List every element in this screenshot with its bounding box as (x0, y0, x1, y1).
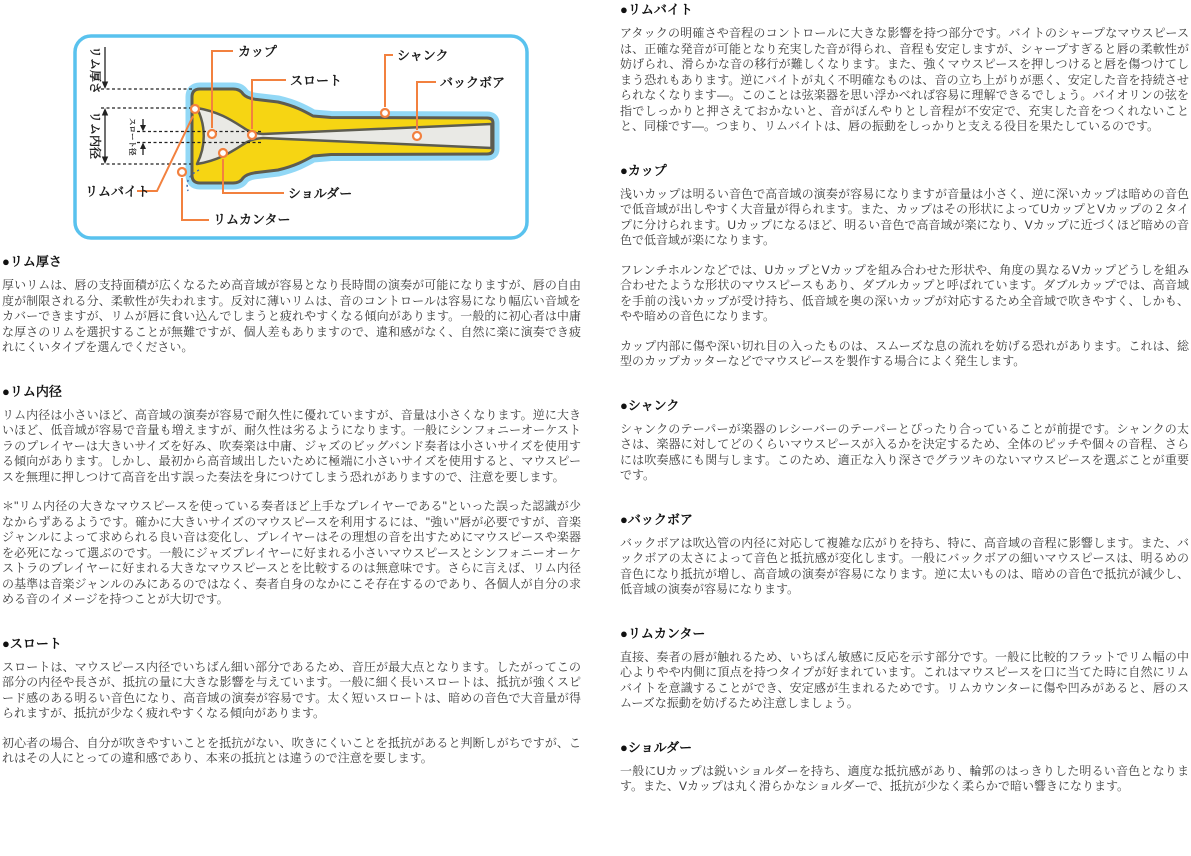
section-shank (620, 398, 1189, 484)
left-column (2, 254, 581, 795)
section-paragraph: 一般にUカップは鋭いショルダーを持ち、適度な抵抗感があり、輪郭のはっきりした明るい音色となります。また、Vカップは丸く滑らかなショルダーで、抵抗が少なく柔らかで暗い響きになります。 (620, 763, 1189, 793)
section-title-throat: ●スロート (2, 635, 62, 651)
cup-label: カップ (238, 44, 277, 59)
section-paragraph: 厚いリムは、唇の支持面積が広くなるため高音域が容易となり長時間の演奏が可能になりますが、唇の自由度が制限される分、柔軟性が失われます。反対に薄いリムは、音のコントロールは容易になり幅広い音域をカバーできますが、リムが唇に食い込んでしまうと疲れやすくなる傾向があります。一般的に初心者は中庸な厚さのリムを選択することが無難ですが、個人差もありますので、違和感がなく、自然に楽に演奏でき疲れにくいタイプを選んでください。 (2, 278, 581, 354)
throat-diameter-dimension-label: スロート径 (128, 118, 137, 156)
section-paragraph: 初心者の場合、自分が吹きやすいことを抵抗がない、吹きにくいことを抵抗があると判断しがちですが、これはその人にとっての違和感であり、本来の抵抗とは違うので注意を要します。 (2, 735, 581, 765)
backbore-marker (413, 132, 421, 140)
section-title-rim-contour: ●リムカンター (620, 625, 706, 641)
section-paragraph: バックボアは吹込管の内径に対応して複雑な広がりを持ち、特に、高音域の音程に影響します。また、バックボアの太さによって音色と抵抗感が変化します。一般にバックボアの細いマウスピースは、明るめの音色になり抵抗が増し、高音域の演奏が容易になります。逆に太いものは、暗めの音色で抵抗が減少し、低音域の演奏が容易になります。 (620, 535, 1189, 596)
section-paragraph: シャンクのテーパーが楽器のレシーバーのテーパーとぴったり合っていることが前提です。シャンクの太さは、楽器に対してどのくらいマウスピースが入るかを決定するため、全体のピッチや個々の音程、さらには吹奏感にも関与します。このため、適正な入り深さでグラツキのないマウスピースを選ぶことが重要です。 (620, 421, 1189, 482)
shank-label: シャンク (397, 48, 449, 63)
mouthpiece-diagram (73, 34, 529, 240)
section-throat (2, 636, 581, 767)
section-shoulder (620, 740, 1189, 795)
throat-marker (248, 131, 256, 139)
rim-contour-marker (178, 168, 186, 176)
section-paragraph: フレンチホルンなどでは、UカップとVカップを組み合わせた形状や、角度の異なるVカップどうしを組み合わせたような形状のマウスピースもあり、ダブルカップと呼ばれています。ダブルカップでは、高音域を手前の浅いカップが受け持ち、低音域を奥の深いカップが対応するため全音域で吹きやすく、しかも、やや暗めの音色になります。 (620, 262, 1189, 323)
section-title-shank: ●シャンク (620, 397, 680, 413)
shoulder-marker (219, 149, 227, 157)
section-title-backbore: ●バックボア (620, 511, 693, 527)
section-paragraph: スロートは、マウスピース内径でいちばん細い部分であるため、音圧が最大点となります。したがってこの部分の内径や長さが、抵抗の量に大きな影響を与えています。一般に細く長いスロートは、抵抗が強くスピード感のある明るい音色になり、高音域の演奏が容易です。太く短いスロートは、暗めの音色で大音量が得られますが、抵抗が少なく疲れやすくなる傾向があります。 (2, 659, 581, 720)
rim-bite-label: リムバイト (85, 184, 151, 199)
shank-marker (381, 109, 389, 117)
section-title-shoulder: ●ショルダー (620, 739, 693, 755)
section-title-cup: ●カップ (620, 162, 667, 178)
section-cup (620, 163, 1189, 370)
section-title-rim-thickness: ●リム厚さ (2, 254, 62, 269)
cup-marker (208, 130, 216, 138)
mouthpiece-diagram-svg (73, 34, 529, 240)
rim-bite-marker (191, 105, 199, 113)
right-column (620, 2, 1189, 823)
rim-inner-diameter-dimension-label: リム内径 (88, 111, 102, 160)
section-title-rim-bite: ●リムバイト (620, 2, 693, 17)
section-rim-inner-diameter (2, 384, 581, 608)
section-paragraph: カップ内部に傷や深い切れ目の入ったものは、スムーズな息の流れを妨げる恐れがあります。これは、総型のカップカッターなどでマウスピースを製作する場合によく発生します。 (620, 338, 1189, 368)
section-rim-bite (620, 2, 1189, 135)
section-backbore (620, 512, 1189, 598)
section-paragraph: リム内径は小さいほど、高音域の演奏が容易で耐久性に優れていますが、音量は小さくなります。逆に大きいほど、低音域が容易で音量も増えますが、耐久性は劣るようになります。一般にシンフォニーオーケストラのプレイヤーは大きいサイズを好み、吹奏楽は中庸、ジャズのビッグバンド奏者は小さいサイズを使用する傾向があります。しかし、最初から高音域出したいために極端に小さいサイズを使用すると、マウスピースを無理に押しつけて高音を出す誤った奏法を身につけてしまう恐れがありますので、注意を要します。 (2, 407, 581, 484)
section-rim-thickness (2, 254, 581, 356)
section-title-rim-inner-diameter: ●リム内径 (2, 383, 62, 399)
section-paragraph: 浅いカップは明るい音色で高音域の演奏が容易になりますが音量は小さく、逆に深いカップは暗めの音色で低音域が出しやすく大音量が得られます。また、カップはその形状によってUカップとVカップの２タイプに分けられます。Uカップになるほど、明るい音色で高音域が楽になり、Vカップに近づくほど暗めの音色で低音域が楽になります。 (620, 186, 1189, 247)
rim-thickness-dimension-label: リム厚さ (88, 46, 102, 95)
backbore-label: バックボア (440, 75, 506, 90)
section-paragraph: アタックの明確さや音程のコントロールに大きな影響を持つ部分です。バイトのシャープなマウスピースは、正確な発音が可能となり充実した音が得られ、音程も安定しますが、シャープすぎると唇の柔軟性が妨げられ、滑らかな音の移行が難しくなります。また、強くマウスピースを押しつけると唇を傷つけてしまう恐れもあります。逆にバイトが丸く不明確なものは、音の立ち上がりが悪く、安定した音を持続させられなくなります―。このことは弦楽器を思い浮かべれば容易に理解できるでしょう。バイオリンの弦を指でしっかりと押さえておかないと、音がぼんやりとし音程が不安定で、充実した音をつくれないことと、同様です―。つまり、リムバイトは、唇の振動をしっかりと支える役目を果たしているのです。 (620, 26, 1189, 133)
rim-contour-label: リムカンター (213, 212, 291, 227)
section-paragraph: 直接、奏者の唇が触れるため、いちばん敏感に反応を示す部分です。一般に比較的フラットでリム幅の中心よりやや内側に頂点を持つタイプが好まれています。これはマウスピースを口に当てた時に自然にリムバイトを意識することができ、安定感が生まれるためです。リムカウンターに傷や凹みがあると、唇のスムーズな振動を妨げるため注意しましょう。 (620, 649, 1189, 710)
section-paragraph: ＊"リム内径の大きなマウスピースを使っている奏者ほど上手なプレイヤーである"といった誤った認識が少なからずあるようです。確かに大きいサイズのマウスピースを利用するには、"強い"唇が必要ですが、音楽ジャンルによって求められる良い音は変化し、プレイヤーはその理想の音を出すためにマウスピースや楽器を必死になって選ぶのです。一般にジャズプレイヤーに好まれる小さいマウスピースとシンフォニーオーケストラのプレイヤーに好まれる大きなマウスピースとを比較するのは無意味です。さらに言えば、リム内径の基準は音楽ジャンルのみにあるのではなく、奏者自身のなかにこそ存在するのであり、各個人が自分の求める音のイメージを持つことが大切です。 (2, 499, 581, 606)
throat-label: スロート (290, 73, 343, 88)
shoulder-label: ショルダー (288, 186, 353, 201)
section-rim-contour (620, 626, 1189, 712)
